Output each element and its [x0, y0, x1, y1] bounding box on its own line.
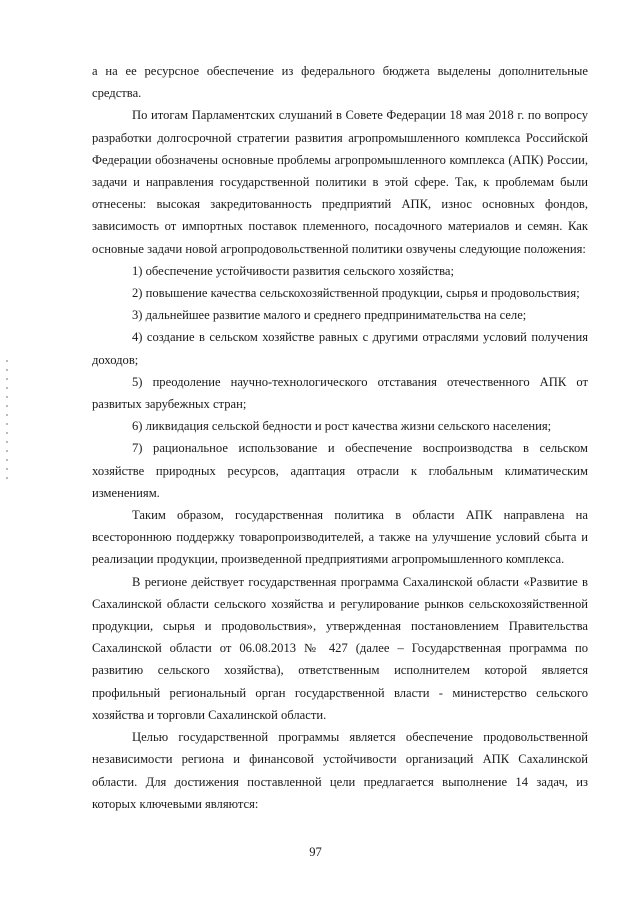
list-item: 1) обеспечение устойчивости развития сельского хозяйства;	[132, 263, 454, 278]
scan-edge-marks	[6, 360, 8, 480]
list-item: 6) ликвидация сельской бедности и рост качества жизни сельского населения;	[132, 419, 552, 434]
list-item: 3) дальнейшее развитие малого и среднего предпринимательства на селе;	[132, 308, 527, 323]
list-item: 7) рациональное использование и обеспечение воспроизводства в сельском хозяйстве природных ресурсов, адаптация отрасли к глобальным климатическим изменениям.	[92, 441, 588, 500]
body-text	[92, 60, 588, 815]
paragraph-hearings: По итогам Парламентских слушаний в Совете Федерации 18 мая 2018 г. по вопросу разработки долгосрочной стратегии развития агропромышленного комплекса Российской Федерации обозначены основные проблемы агропромышленного комплекса (АПК) России, задачи и направления государственной политики в этой сфере. Так, к проблемам были отнесены: высокая закредитованность предприятий АПК, износ основных фондов, зависимость от импортных поставок племенного, посадочного материалов и семян. Как основные задачи новой агропродовольственной политики озвучены следующие положения:	[92, 108, 588, 256]
list-item: 5) преодоление научно-технологического отставания отечественного АПК от развитых зарубежных стран;	[92, 374, 588, 412]
page-number: 97	[309, 845, 322, 859]
paragraph-program-goal: Целью государственной программы является обеспечение продовольственной независимости региона и финансовой устойчивости организаций АПК Сахалинской области. Для достижения поставленной цели предлагается выполнение 14 задач, из которых ключевыми являются:	[92, 730, 588, 811]
paragraph-continuation: а на ее ресурсное обеспечение из федерального бюджета выделены дополнительные средства.	[92, 64, 588, 101]
paragraph-regional-program: В регионе действует государственная программа Сахалинской области «Развитие в Сахалинской области сельского хозяйства и регулирование рынков сельскохозяйственной продукции, сырья и продовольствия», утвержденная постановлением Правительства Сахалинской области от 06.08.2013 № 427 (далее – Государственная программа по развитию сельского хозяйства), ответственным исполнителем которой является профильный региональный орган государственной власти - министерство сельского хозяйства и торговли Сахалинской области.	[92, 574, 588, 722]
list-item: 2) повышение качества сельскохозяйственной продукции, сырья и продовольствия;	[132, 286, 580, 301]
list-item: 4) создание в сельском хозяйстве равных с другими отраслями условий получения доходов;	[92, 330, 588, 367]
paragraph-summary: Таким образом, государственная политика в области АПК направлена на всестороннюю поддержку товаропроизводителей, а также на улучшение условий сбыта и реализации продукции, произведенной предприятиями агропромышленного комплекса.	[92, 508, 588, 567]
